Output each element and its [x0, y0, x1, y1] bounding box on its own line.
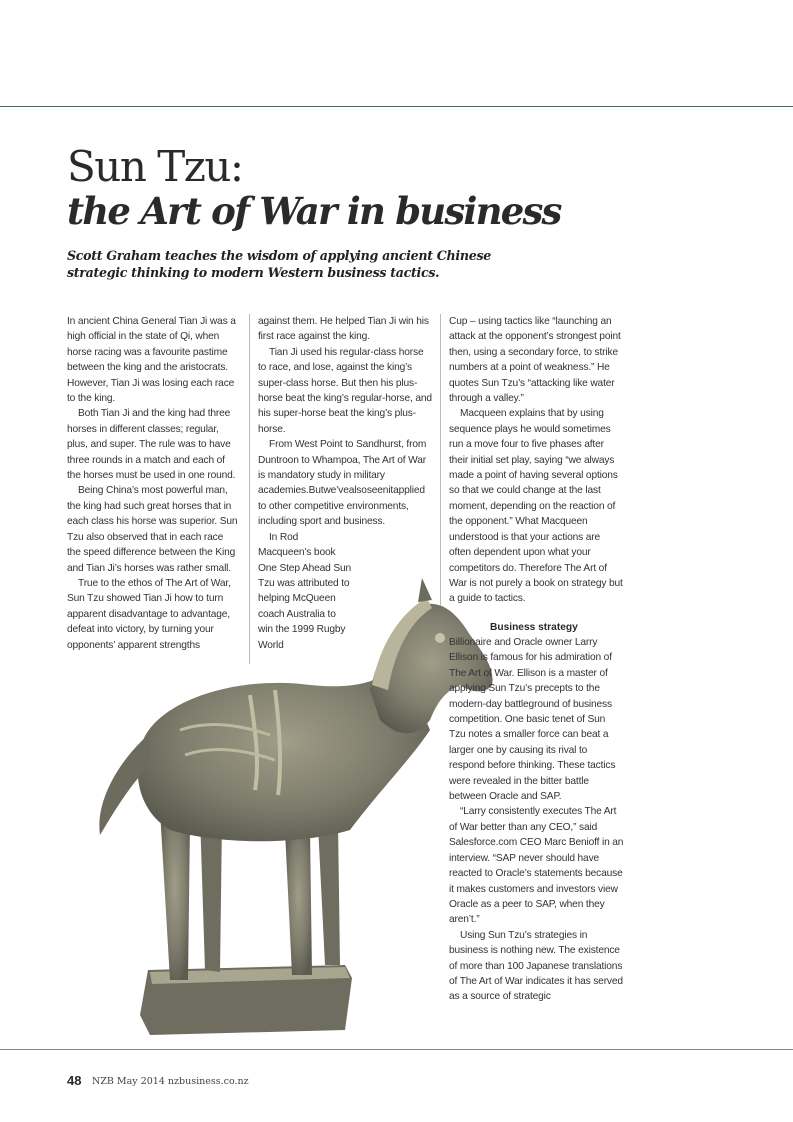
- paragraph: Both Tian Ji and the king had three horses in different classes; regular, plus, and super. The rule was to have three rounds in a match and each of the horses must be used in one round.: [67, 408, 236, 482]
- paragraph: Billionaire and Oracle owner Larry Ellison is famous for his admiration of The Art of War. Ellison is a master of applying Sun Tzu’s precepts to the modern-day battleground of business competition. One basic tenet of Sun Tzu notes a smaller force can beat a larger one by causing its rival to respond before thinking. These tactics were revealed in the bitter battle between Oracle and SAP.: [449, 637, 616, 803]
- paragraph: Using Sun Tzu’s strategies in business is nothing new. The existence of more than 100 Japanese translations of The Art of War indicates it has served as a source of strategic: [449, 929, 623, 1003]
- standfirst: Scott Graham teaches the wisdom of applying ancient Chinese strategic thinking to modern Western business tactics.: [67, 248, 491, 280]
- paragraph: True to the ethos of The Art of War, Sun Tzu showed Tian Ji how to turn apparent disadvantage to advantage, defeat into victory, by turning your opponents’ apparent strengths: [67, 577, 231, 651]
- headline-line-2: the Art of War in business: [67, 189, 561, 233]
- paragraph: Cup – using tactics like “launching an attack at the opponent’s strongest point then, using a secondary force, to strike numbers at a point of weakness.” He quotes Sun Tzu’s “attacking like water through a valley.”: [449, 316, 621, 405]
- paragraph: From West Point to Sandhurst, from Duntroon to Whampoa, The Art of War is mandatory study in military academies.Butwe’vealsoseenitapplied to other competitive environments, including sport and business.: [258, 439, 427, 528]
- bottom-rule: [0, 1049, 793, 1050]
- paragraph: “Larry consistently executes The Art of War better than any CEO,” said Salesforce.com CEO Marc Benioff in an interview. “SAP never should have reacted to Oracle’s statements because it makes customers and investors view Oracle as a peer to SAP, when they aren’t.”: [449, 806, 624, 926]
- business-strategy-text: [449, 635, 624, 1005]
- paragraph: against them. He helped Tian Ji win his first race against the king.: [258, 316, 429, 343]
- paragraph: Macqueen explains that by using sequence plays he would sometimes run a move four to five phases after their initial set play, saying “we always made a point of having several options so that we could change at the last moment, depending on the reaction of the opponent.” What Macqueen understood is that your actions are often dependent upon what your competitors do. Therefore The Art of War is not purely a book on strategy but a guide to tactics.: [449, 408, 623, 605]
- paragraph: Being China’s most powerful man, the king had such great horses that in each class his horse was superior. Sun Tzu also observed that in each race the speed difference between the King and Tian Ji’s horses was rather small.: [67, 485, 238, 574]
- paragraph: Tian Ji used his regular-class horse to race, and lose, against the king’s super-class horse. But then his plus-horse beat the king’s regular-horse, and his super-horse beat the king’s plus-horse.: [258, 346, 432, 435]
- top-rule: [0, 106, 793, 107]
- section-heading: Business strategy: [490, 622, 578, 633]
- text-column-3: [449, 314, 624, 607]
- paragraph: In ancient China General Tian Ji was a high official in the state of Qi, when horse racing was a favourite pastime between the king and the aristocrats. However, Tian Ji was losing each race to the king.: [67, 316, 236, 405]
- text-column-1: [67, 314, 239, 653]
- publication-info: NZB May 2014 nzbusiness.co.nz: [92, 1076, 249, 1087]
- page-number: 48: [67, 1073, 82, 1088]
- paragraph: In Rod Macqueen’s book One Step Ahead Sun Tzu was attributed to helping McQueen coach Australia to win the 1999 Rugby World: [258, 531, 352, 651]
- headline-line-1: Sun Tzu:: [67, 142, 243, 191]
- text-column-2: [258, 314, 433, 653]
